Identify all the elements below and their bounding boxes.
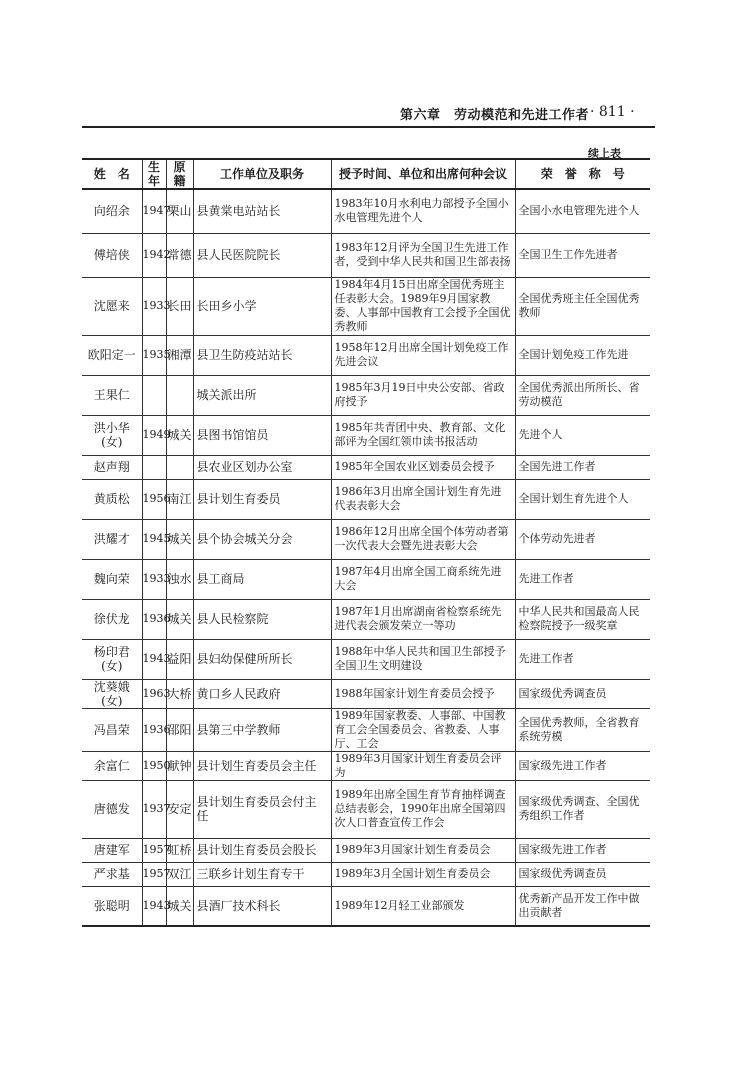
- cell-origin: [166, 375, 193, 415]
- cell-award: 1989年12月轻工业部颁发: [331, 886, 515, 926]
- cell-unit: 县计划生育委员会付主任: [193, 780, 331, 838]
- cell-unit: 县人民医院院长: [193, 233, 331, 277]
- cell-origin: 安定: [166, 780, 193, 838]
- cell-unit: 县图书馆馆员: [193, 415, 331, 455]
- cell-award: 1989年国家教委、人事部、中国教育工会全国委员会、省教委、人事厅、工会: [331, 708, 515, 751]
- cell-honor: 国家级先进工作者: [515, 838, 650, 862]
- cell-origin: 虹桥: [166, 838, 193, 862]
- cell-unit: 县人民检察院: [193, 599, 331, 639]
- cell-origin: 大桥: [166, 679, 193, 708]
- cell-unit: 县酒厂技术科长: [193, 886, 331, 926]
- cell-award: 1986年3月出席全国计划生育先进代表表彰大会: [331, 479, 515, 519]
- cell-name: 严求基: [82, 862, 142, 886]
- chapter-title: 第六章 劳动模范和先进工作者: [400, 108, 590, 123]
- cell-award: 1983年12月评为全国卫生先进工作者，受到中华人民共和国卫生部表扬: [331, 233, 515, 277]
- table-row: [82, 599, 650, 639]
- cell-honor: 全国先进工作者: [515, 455, 650, 479]
- cell-unit: 县农业区划办公室: [193, 455, 331, 479]
- cell-birth-year: [142, 375, 166, 415]
- table-body: [82, 189, 650, 926]
- cell-honor: 全国计划免疫工作先进: [515, 335, 650, 375]
- cell-unit: 县计划生育委员: [193, 479, 331, 519]
- cell-origin: 城关: [166, 519, 193, 559]
- cell-award: 1985年3月19日中央公安部、省政府授予: [331, 375, 515, 415]
- cell-unit: 三联乡计划生育专干: [193, 862, 331, 886]
- cell-birth-year: 1936: [142, 599, 166, 639]
- cell-name: 徐伏龙: [82, 599, 142, 639]
- cell-honor: 国家级优秀调查员: [515, 679, 650, 708]
- cell-unit: 黄口乡人民政府: [193, 679, 331, 708]
- cell-name: 杨印君(女): [82, 639, 142, 679]
- cell-name: 王果仁: [82, 375, 142, 415]
- cell-honor: 个体劳动先进者: [515, 519, 650, 559]
- cell-birth-year: 1957: [142, 862, 166, 886]
- cell-honor: 中华人民共和国最高人民检察院授予一级奖章: [515, 599, 650, 639]
- cell-origin: 长田: [166, 277, 193, 335]
- table-row: [82, 838, 650, 862]
- cell-honor: 先进工作者: [515, 639, 650, 679]
- table-row: [82, 708, 650, 751]
- page-header: [400, 104, 660, 126]
- page-number: · 811 ·: [590, 104, 635, 120]
- cell-award: 1987年1月出席湖南省检察系统先进代表会颁发荣立一等功: [331, 599, 515, 639]
- cell-name: 洪耀才: [82, 519, 142, 559]
- cell-honor: 全国小水电管理先进个人: [515, 189, 650, 233]
- cell-name: 魏向荣: [82, 559, 142, 599]
- cell-honor: 全国优秀派出所所长、省劳动模范: [515, 375, 650, 415]
- cell-honor: 全国优秀班主任全国优秀教师: [515, 277, 650, 335]
- cell-origin: 栗山: [166, 189, 193, 233]
- cell-award: 1985年全国农业区划委员会授予: [331, 455, 515, 479]
- col-header-award: 授予时间、单位和出席何种会议: [331, 159, 515, 189]
- table-row: [82, 233, 650, 277]
- header-rule: [82, 126, 655, 128]
- cell-unit: 县工商局: [193, 559, 331, 599]
- cell-origin: 城关: [166, 886, 193, 926]
- cell-name: 沈葵娥(女): [82, 679, 142, 708]
- table-row: [82, 780, 650, 838]
- cell-honor: 国家级优秀调查员: [515, 862, 650, 886]
- col-header-origin: 原籍: [166, 159, 193, 189]
- cell-origin: 双江: [166, 862, 193, 886]
- cell-award: 1989年3月全国计划生育委员会: [331, 862, 515, 886]
- cell-award: 1985年共青团中央、教育部、文化部评为全国红领巾读书报活动: [331, 415, 515, 455]
- cell-birth-year: [142, 455, 166, 479]
- table-row: [82, 519, 650, 559]
- table-row: [82, 862, 650, 886]
- cell-origin: 益阳: [166, 639, 193, 679]
- cell-origin: 献钟: [166, 751, 193, 780]
- cell-name: 欧阳定一: [82, 335, 142, 375]
- cell-award: 1984年4月15日出席全国优秀班主任表彰大会。1989年9月国家教委、人事部中国教育工会授予全国优秀教师: [331, 277, 515, 335]
- cell-origin: 城关: [166, 599, 193, 639]
- cell-name: 洪小华(女): [82, 415, 142, 455]
- cell-birth-year: 1950: [142, 751, 166, 780]
- cell-honor: 全国计划生育先进个人: [515, 479, 650, 519]
- cell-origin: 邵阳: [166, 708, 193, 751]
- cell-honor: 国家级优秀调查、全国优秀组织工作者: [515, 780, 650, 838]
- cell-origin: 浊水: [166, 559, 193, 599]
- cell-award: 1989年出席全国生育节育抽样调查总结表彰会，1990年出席全国第四次人口普查宣传工作会: [331, 780, 515, 838]
- honors-table: [82, 158, 650, 927]
- cell-unit: 县妇幼保健所所长: [193, 639, 331, 679]
- cell-origin: 南江: [166, 479, 193, 519]
- cell-unit: 长田乡小学: [193, 277, 331, 335]
- cell-award: 1989年3月国家计划生育委员会评为: [331, 751, 515, 780]
- table-row: [82, 886, 650, 926]
- cell-name: 赵声翔: [82, 455, 142, 479]
- cell-birth-year: 1947: [142, 189, 166, 233]
- col-header-honor: 荣 誉 称 号: [515, 159, 650, 189]
- cell-name: 余富仁: [82, 751, 142, 780]
- cell-unit: 县第三中学教师: [193, 708, 331, 751]
- col-header-year: 生年: [142, 159, 166, 189]
- cell-honor: 优秀新产品开发工作中做出贡献者: [515, 886, 650, 926]
- table-row: [82, 415, 650, 455]
- cell-honor: 全国卫生工作先进者: [515, 233, 650, 277]
- cell-birth-year: 1963: [142, 679, 166, 708]
- cell-birth-year: 1936: [142, 708, 166, 751]
- cell-honor: 国家级先进工作者: [515, 751, 650, 780]
- cell-name: 黄质松: [82, 479, 142, 519]
- cell-origin: 城关: [166, 415, 193, 455]
- cell-origin: 湘潭: [166, 335, 193, 375]
- cell-award: 1989年3月国家计划生育委员会: [331, 838, 515, 862]
- cell-award: 1988年中华人民共和国卫生部授予全国卫生文明建设: [331, 639, 515, 679]
- cell-name: 冯昌荣: [82, 708, 142, 751]
- cell-unit: 县卫生防疫站站长: [193, 335, 331, 375]
- table-header-row: [82, 159, 650, 189]
- table-row: [82, 751, 650, 780]
- table-row: [82, 277, 650, 335]
- table-row: [82, 559, 650, 599]
- cell-birth-year: 1935: [142, 335, 166, 375]
- cell-birth-year: 1943: [142, 886, 166, 926]
- cell-birth-year: 1933: [142, 559, 166, 599]
- table-row: [82, 455, 650, 479]
- cell-birth-year: 1957: [142, 838, 166, 862]
- cell-unit: 县个协会城关分会: [193, 519, 331, 559]
- cell-birth-year: 1933: [142, 277, 166, 335]
- cell-origin: 常德: [166, 233, 193, 277]
- cell-award: 1988年国家计划生育委员会授予: [331, 679, 515, 708]
- cell-unit: 城关派出所: [193, 375, 331, 415]
- cell-unit: 县计划生育委员会股长: [193, 838, 331, 862]
- cell-birth-year: 1949: [142, 415, 166, 455]
- cell-award: 1958年12月出席全国计划免疫工作先进会议: [331, 335, 515, 375]
- cell-origin: [166, 455, 193, 479]
- table-row: [82, 335, 650, 375]
- cell-name: 唐德发: [82, 780, 142, 838]
- cell-award: 1983年10月水利电力部授予全国小水电管理先进个人: [331, 189, 515, 233]
- cell-award: 1987年4月出席全国工商系统先进大会: [331, 559, 515, 599]
- table-row: [82, 479, 650, 519]
- cell-unit: 县计划生育委员会主任: [193, 751, 331, 780]
- cell-birth-year: 1945: [142, 519, 166, 559]
- cell-birth-year: 1956: [142, 479, 166, 519]
- table-row: [82, 639, 650, 679]
- cell-name: 沈愿来: [82, 277, 142, 335]
- cell-name: 向绍余: [82, 189, 142, 233]
- cell-name: 傅培侠: [82, 233, 142, 277]
- cell-birth-year: 1942: [142, 233, 166, 277]
- cell-name: 唐建军: [82, 838, 142, 862]
- table-row: [82, 375, 650, 415]
- cell-birth-year: 1943: [142, 639, 166, 679]
- col-header-unit: 工作单位及职务: [193, 159, 331, 189]
- cell-honor: 先进个人: [515, 415, 650, 455]
- cell-honor: 全国优秀教师，全省教育系统劳模: [515, 708, 650, 751]
- cell-award: 1986年12月出席全国个体劳动者第一次代表大会暨先进表彰大会: [331, 519, 515, 559]
- table-row: [82, 679, 650, 708]
- table-row: [82, 189, 650, 233]
- cell-name: 张聪明: [82, 886, 142, 926]
- cell-birth-year: 1937: [142, 780, 166, 838]
- col-header-name: 姓 名: [82, 159, 142, 189]
- continued-label: 续上表: [588, 147, 621, 160]
- cell-unit: 县黄棠电站站长: [193, 189, 331, 233]
- cell-honor: 先进工作者: [515, 559, 650, 599]
